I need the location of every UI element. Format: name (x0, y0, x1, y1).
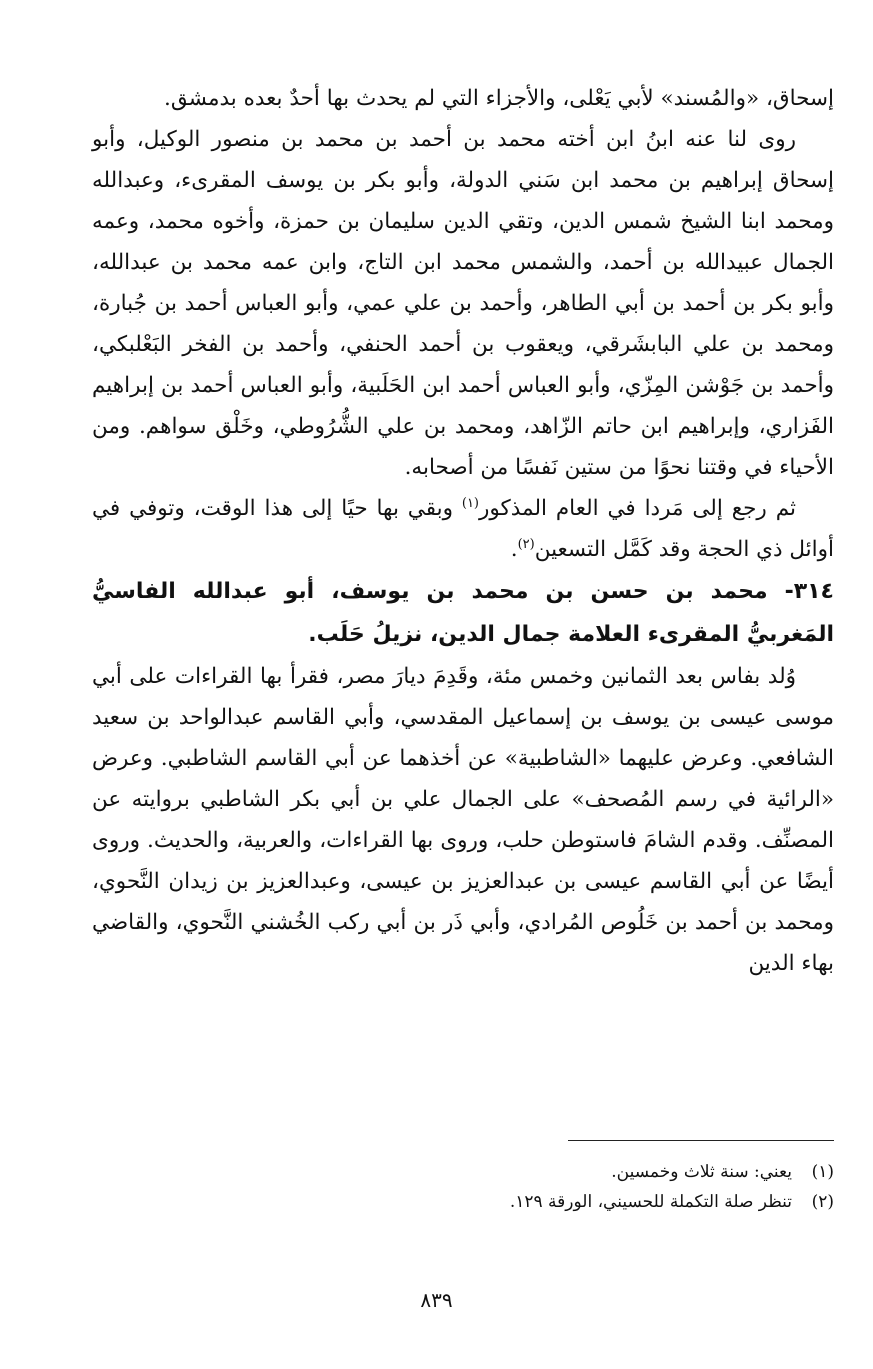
paragraph-return-death (92, 488, 834, 570)
footnote-divider (568, 1140, 834, 1141)
footnote-number: (١) (811, 1162, 834, 1182)
footnote-2 (300, 1187, 834, 1217)
paragraph-text: ثم رجع إلى مَردا في العام المذكور (479, 496, 796, 521)
main-text-block (92, 78, 834, 984)
footnote-number: (٢) (811, 1192, 834, 1212)
entry-heading: ٣١٤- محمد بن حسن بن محمد بن يوسف، أبو عبدالله الفاسيُّ المَغربيُّ المقرىء العلامة جمال الدين، نزيلُ حَلَب. (92, 579, 834, 647)
paragraph-text: وبقي بها حيًا إلى هذا الوقت، وتوفي في أوائل ذي الحجة وقد كَمَّل التسعين (92, 496, 834, 562)
body-text (92, 78, 834, 984)
paragraph-text: . (510, 537, 518, 562)
footnote-text: تنظر صلة التكملة للحسيني، الورقة ١٢٩. (509, 1192, 792, 1212)
paragraph-text: روى لنا عنه ابنُ ابن أخته محمد بن أحمد بن محمد بن منصور الوكيل، وأبو إسحاق إبراهيم بن محمد ابن سَني الدولة، وأبو بكر بن يوسف المقرىء، وعبدالله ومحمد ابنا الشيخ شمس الدين، وتقي الدين سليمان بن حمزة، وأخوه محمد، وعمه الجمال عبيدالله بن أحمد، والشمس محمد ابن التاج، وابن عمه محمد بن عبدالله، وأبو بكر بن أحمد بن أبي الطاهر، وأحمد بن علي عمي، وأبو العباس أحمد بن جُبارة، ومحمد بن علي البابشَرقي، ويعقوب بن أحمد الحنفي، وأحمد بن الفخر البَعْلبكي، وأحمد بن جَوْشن المِزّي، وأبو العباس أحمد ابن الحَلَبية، وأبو العباس أحمد بن إبراهيم الفَزاري، وإبراهيم ابن حاتم الزّاهد، ومحمد بن علي الشُّرُوطي، وخَلْق سواهم. ومن الأحياء في وقتنا نحوًا من ستين نَفسًا من أصحابه. (92, 127, 834, 480)
footnotes (300, 1157, 834, 1217)
entry-biography-text: وُلد بفاس بعد الثمانين وخمس مئة، وقَدِمَ ديارَ مصر، فقرأ بها القراءات على أبي موسى عيسى بن يوسف بن إسماعيل المقدسي، وأبي القاسم عبدالواحد بن سعيد الشافعي. وعرض عليهما «الشاطبية» عن أخذهما عن أبي القاسم الشاطبي. وعرض «الرائية في رسم المُصحف» على الجمال علي بن أبي بكر الشاطبي بروايته عن المصنِّف. وقدم الشامَ فاستوطن حلب، وروى بها القراءات، والعربية، والحديث. وروى أيضًا عن أبي القاسم عيسى بن عبدالعزيز بن عيسى، وعبدالعزيز بن زيدان النَّحوي، ومحمد بن أحمد بن خَلُوص المُرادي، وأبي ذَر بن أبي ركب الخُشني النَّحوي، والقاضي بهاء الدين (92, 664, 834, 976)
paragraph-narrators (92, 119, 834, 488)
paragraph-text: إسحاق، «والمُسند» لأبي يَعْلى، والأجزاء التي لم يحدث بها أحدٌ بعده بدمشق. (164, 86, 834, 111)
page-number: ٨٣٩ (420, 1288, 453, 1312)
footnote-reference: (٢) (517, 536, 535, 552)
footnote-reference: (١) (461, 495, 479, 511)
paragraph-continuation (92, 78, 834, 119)
footnote-1 (300, 1157, 834, 1187)
footnote-text: يعني: سنة ثلاث وخمسين. (611, 1162, 792, 1182)
